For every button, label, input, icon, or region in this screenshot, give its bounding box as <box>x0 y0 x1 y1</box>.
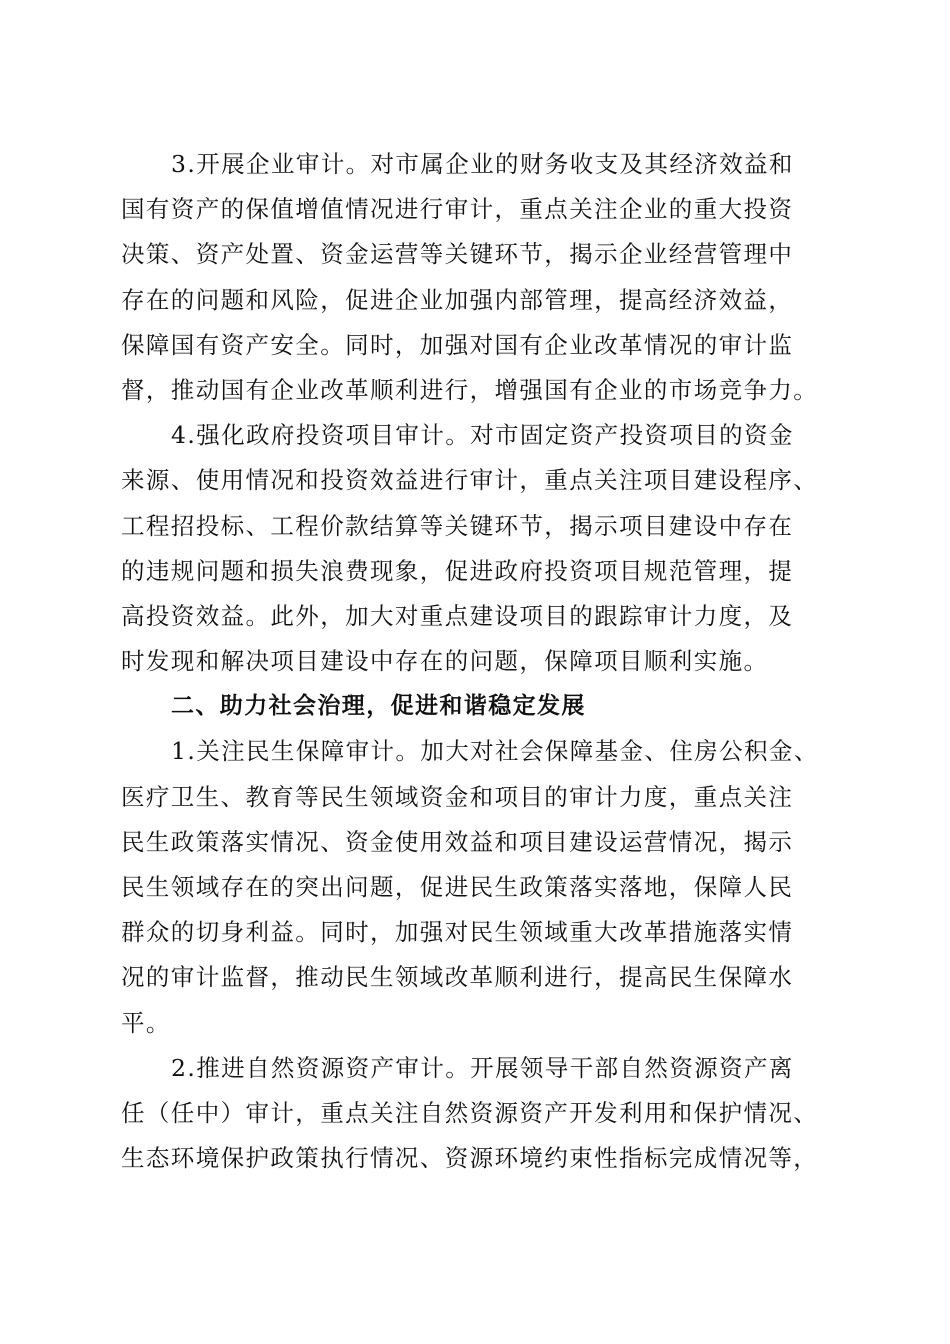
section-heading-social-governance <box>121 684 833 729</box>
paragraph-line: 3.开展企业审计。对市属企业的财务收支及其经济效益和 <box>171 150 794 178</box>
paragraph-line: 高投资效益。此外，加大对重点建设项目的跟踪审计力度，及 <box>121 601 794 630</box>
paragraph-line: 工程招投标、工程价款结算等关键环节，揭示项目建设中存在 <box>121 511 794 540</box>
paragraph-natural-resources-audit <box>121 1046 833 1182</box>
paragraph-line: 民生政策落实情况、资金使用效益和项目建设运营情况，揭示 <box>121 827 794 856</box>
paragraph-line: 医疗卫生、教育等民生领域资金和项目的审计力度，重点关注 <box>121 782 794 811</box>
paragraph-line: 存在的问题和风险，促进企业加强内部管理，提高经济效益， <box>121 285 794 314</box>
section-heading: 二、助力社会治理，促进和谐稳定发展 <box>171 693 586 720</box>
paragraph-line: 平。 <box>121 1008 171 1037</box>
paragraph-line: 任（任中）审计，重点关注自然资源资产开发利用和保护情况、 <box>121 1098 819 1127</box>
paragraph-line: 国有资产的保值增值情况进行审计，重点关注企业的重大投资 <box>121 195 794 224</box>
paragraph-line: 保障国有资产安全。同时，加强对国有企业改革情况的审计监 <box>121 330 794 359</box>
paragraph-enterprise-audit <box>121 142 833 413</box>
paragraph-investment-audit <box>121 413 833 684</box>
paragraph-line: 时发现和解决项目建设中存在的问题，保障项目顺利实施。 <box>121 647 769 676</box>
paragraph-line: 督，推动国有企业改革顺利进行，增强国有企业的市场竞争力。 <box>121 375 819 404</box>
paragraph-line: 来源、使用情况和投资效益进行审计，重点关注项目建设程序、 <box>121 466 819 495</box>
paragraph-line: 决策、资产处置、资金运营等关键环节，揭示企业经营管理中 <box>121 240 794 269</box>
paragraph-line: 况的审计监督，推动民生领域改革顺利进行，提高民生保障水 <box>121 963 794 992</box>
paragraph-livelihood-audit <box>121 729 833 1045</box>
paragraph-line: 1.关注民生保障审计。加大对社会保障基金、住房公积金、 <box>171 737 819 766</box>
paragraph-line: 民生领域存在的突出问题，促进民生政策落实落地，保障人民 <box>121 873 794 901</box>
paragraph-line: 群众的切身利益。同时，加强对民生领域重大改革措施落实情 <box>121 918 794 947</box>
paragraph-line: 的违规问题和损失浪费现象，促进政府投资项目规范管理，提 <box>121 556 794 585</box>
document-body <box>121 142 833 1181</box>
paragraph-line: 2.推进自然资源资产审计。开展领导干部自然资源资产离 <box>171 1053 794 1082</box>
paragraph-line: 生态环境保护政策执行情况、资源环境约束性指标完成情况等， <box>121 1144 819 1173</box>
paragraph-line: 4.强化政府投资项目审计。对市固定资产投资项目的资金 <box>171 421 794 450</box>
